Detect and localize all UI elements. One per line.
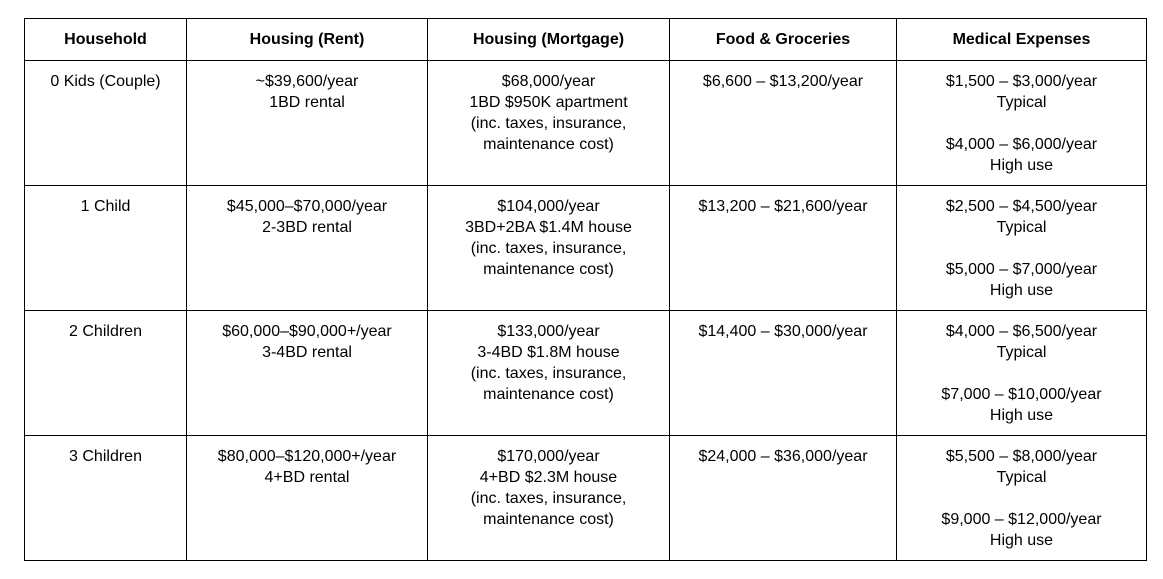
medical-high-label: High use	[989, 407, 1054, 424]
food-cell: $13,200 – $21,600/year	[670, 186, 897, 311]
mortgage-property: 3BD+2BA $1.4M house	[465, 219, 632, 236]
medical-high-label: High use	[989, 282, 1054, 299]
header-row	[25, 19, 1147, 61]
medical-cell	[897, 436, 1147, 561]
table-row	[25, 186, 1147, 311]
household-cell: 1 Child	[25, 186, 187, 311]
medical-high-range: $5,000 – $7,000/year	[945, 261, 1098, 278]
medical-high-range: $7,000 – $10,000/year	[941, 386, 1102, 403]
mortgage-amount: $133,000/year	[497, 323, 600, 340]
rent-amount: $80,000–$120,000+/year	[217, 448, 397, 465]
medical-typical-range: $1,500 – $3,000/year	[945, 73, 1098, 90]
header-housing-mortgage: Housing (Mortgage)	[428, 19, 670, 61]
rent-type: 2-3BD rental	[262, 219, 352, 236]
header-food-groceries: Food & Groceries	[670, 19, 897, 61]
rent-type: 1BD rental	[269, 94, 345, 111]
rent-amount: $45,000–$70,000/year	[226, 198, 388, 215]
mortgage-note: (inc. taxes, insurance,	[470, 365, 627, 382]
rent-cell	[187, 311, 428, 436]
table-row	[25, 436, 1147, 561]
mortgage-cell	[428, 311, 670, 436]
header-medical-expenses: Medical Expenses	[897, 19, 1147, 61]
medical-typical-label: Typical	[996, 344, 1047, 361]
mortgage-note: (inc. taxes, insurance,	[470, 115, 627, 132]
household-cell: 3 Children	[25, 436, 187, 561]
mortgage-note: (inc. taxes, insurance,	[470, 240, 627, 257]
food-cell: $14,400 – $30,000/year	[670, 311, 897, 436]
medical-typical-range: $2,500 – $4,500/year	[945, 198, 1098, 215]
mortgage-note: maintenance cost)	[483, 511, 614, 528]
medical-typical-label: Typical	[996, 469, 1047, 486]
header-household: Household	[25, 19, 187, 61]
medical-typical-label: Typical	[996, 219, 1047, 236]
rent-amount: ~$39,600/year	[255, 73, 359, 90]
household-cell: 2 Children	[25, 311, 187, 436]
medical-high-label: High use	[989, 532, 1054, 549]
mortgage-property: 4+BD $2.3M house	[479, 469, 618, 486]
household-cell: 0 Kids (Couple)	[25, 61, 187, 186]
mortgage-property: 3-4BD $1.8M house	[477, 344, 620, 361]
mortgage-amount: $68,000/year	[501, 73, 596, 90]
mortgage-cell	[428, 436, 670, 561]
medical-cell	[897, 61, 1147, 186]
rent-amount: $60,000–$90,000+/year	[222, 323, 392, 340]
medical-high-label: High use	[989, 157, 1054, 174]
mortgage-note: (inc. taxes, insurance,	[470, 490, 627, 507]
table-row	[25, 311, 1147, 436]
mortgage-note: maintenance cost)	[483, 386, 614, 403]
medical-cell	[897, 186, 1147, 311]
mortgage-cell	[428, 186, 670, 311]
medical-typical-range: $5,500 – $8,000/year	[945, 448, 1098, 465]
food-cell: $24,000 – $36,000/year	[670, 436, 897, 561]
medical-high-range: $9,000 – $12,000/year	[941, 511, 1102, 528]
table-row	[25, 61, 1147, 186]
food-cell: $6,600 – $13,200/year	[670, 61, 897, 186]
mortgage-amount: $104,000/year	[497, 198, 600, 215]
medical-cell	[897, 311, 1147, 436]
mortgage-property: 1BD $950K apartment	[469, 94, 628, 111]
mortgage-note: maintenance cost)	[483, 136, 614, 153]
mortgage-cell	[428, 61, 670, 186]
rent-cell	[187, 61, 428, 186]
rent-cell	[187, 436, 428, 561]
mortgage-amount: $170,000/year	[497, 448, 600, 465]
medical-typical-range: $4,000 – $6,500/year	[945, 323, 1098, 340]
rent-type: 4+BD rental	[264, 469, 350, 486]
rent-cell	[187, 186, 428, 311]
header-housing-rent: Housing (Rent)	[187, 19, 428, 61]
mortgage-note: maintenance cost)	[483, 261, 614, 278]
medical-high-range: $4,000 – $6,000/year	[945, 136, 1098, 153]
cost-table	[24, 18, 1147, 561]
rent-type: 3-4BD rental	[262, 344, 352, 361]
medical-typical-label: Typical	[996, 94, 1047, 111]
